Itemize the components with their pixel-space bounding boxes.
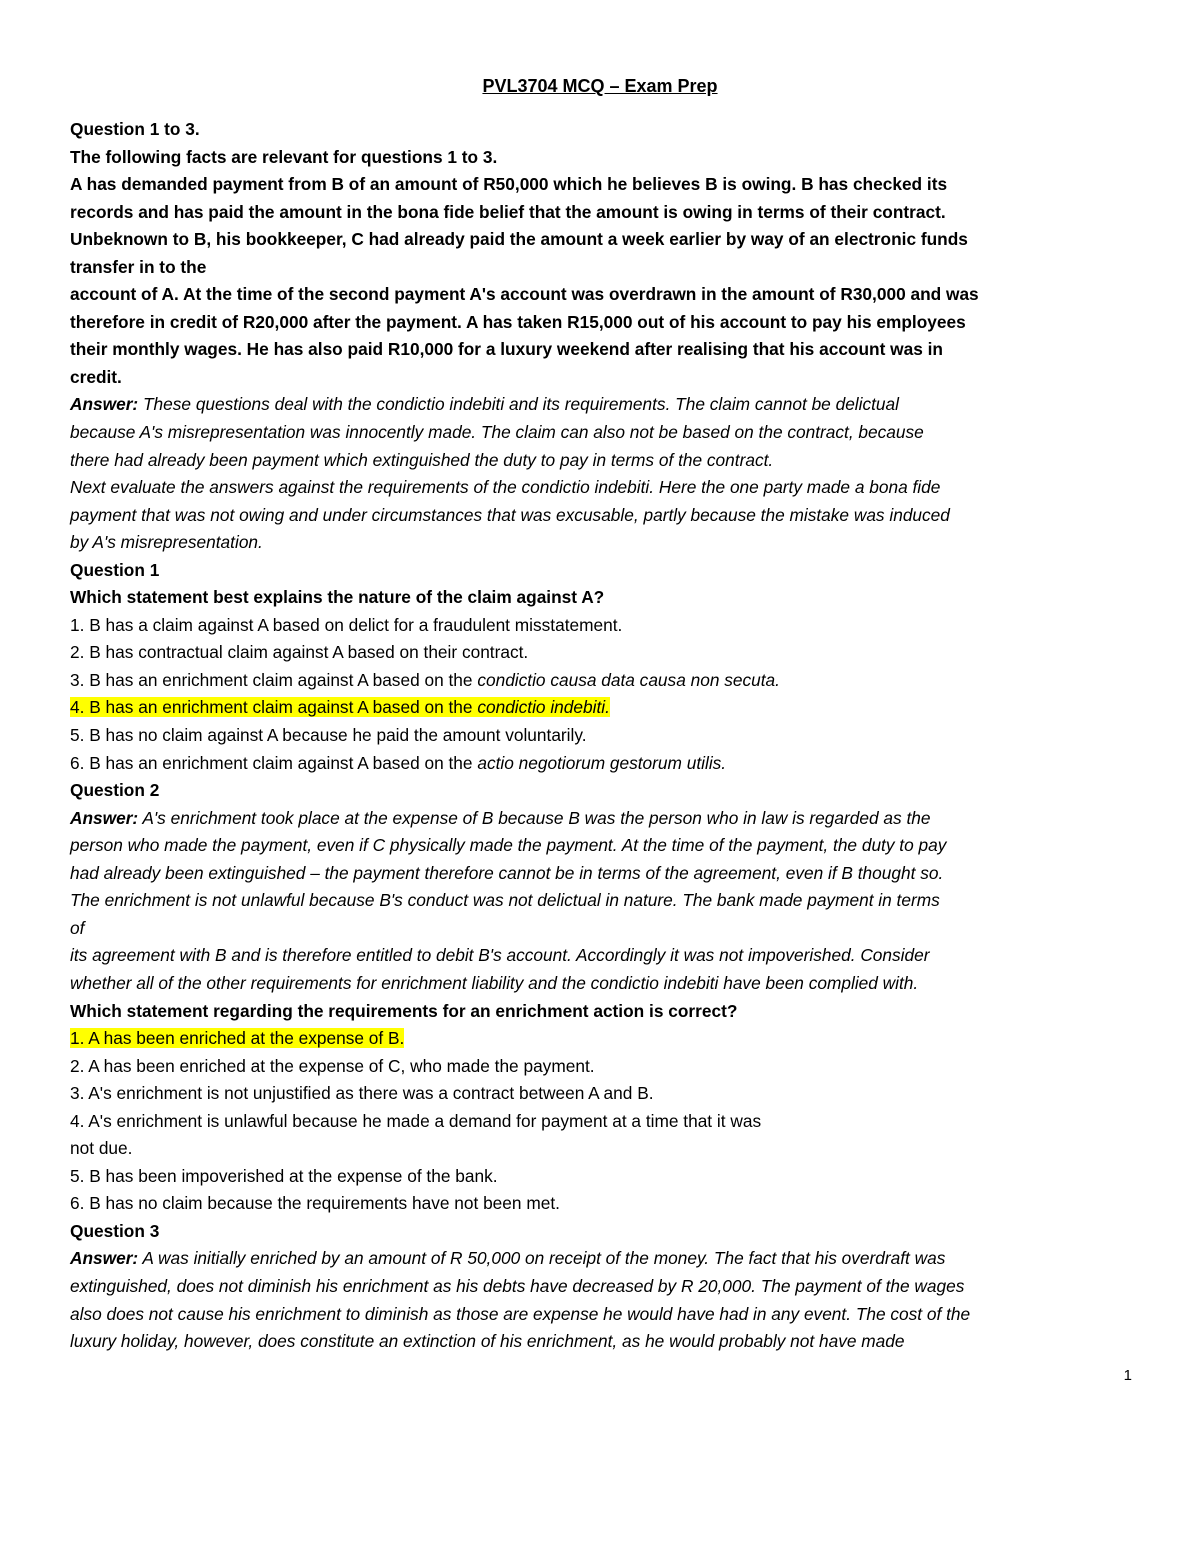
section-heading: Question 1 to 3. [70, 119, 200, 139]
answer-text: A's enrichment took place at the expense of B because B was the person who in law is regarded as the [138, 807, 931, 828]
answer-line [70, 1245, 1145, 1273]
facts-line: account of A. At the time of the second payment A's account was overdrawn in the amount of R30,000 and was [70, 284, 979, 305]
facts-line: records and has paid the amount in the bona fide belief that the amount is owing in terms of their contract. [70, 201, 946, 222]
q2-option-2: 2. A has been enriched at the expense of C, who made the payment. [70, 1055, 595, 1076]
question-1-prompt: Which statement best explains the nature of the claim against A? [70, 587, 605, 608]
facts-heading: The following facts are relevant for questions 1 to 3. [70, 146, 498, 167]
q1-option-5: 5. B has no claim against A because he paid the amount voluntarily. [70, 725, 587, 746]
answer-line: luxury holiday, however, does constitute an extinction of his enrichment, as he would probably not have made [70, 1331, 905, 1352]
q2-option-1 [70, 1025, 1145, 1053]
facts-line: transfer in to the [70, 256, 207, 277]
option-text: 6. B has an enrichment claim against A based on the [70, 752, 478, 773]
answer-line [70, 805, 1145, 833]
option-text: 3. B has an enrichment claim against A based on the [70, 669, 478, 690]
answer-line: of [70, 917, 85, 938]
answer-line: its agreement with B and is therefore entitled to debit B's account. Accordingly it was not impoverished. Consider [70, 945, 930, 966]
q1-option-3 [70, 667, 1145, 695]
answer-line: payment that was not owing and under circumstances that was excusable, partly because the mistake was induced [70, 504, 950, 525]
page-title: PVL3704 MCQ – Exam Prep [482, 76, 718, 96]
facts-line: credit. [70, 366, 122, 387]
facts-line: their monthly wages. He has also paid R10,000 for a luxury weekend after realising that his account was in [70, 339, 943, 360]
page-number: 1 [1123, 1367, 1132, 1384]
answer-line: The enrichment is not unlawful because B's conduct was not delictual in nature. The bank made payment in terms [70, 890, 940, 911]
answer-line: by A's misrepresentation. [70, 532, 263, 553]
question-2-heading: Question 2 [70, 780, 160, 801]
option-text: 4. B has an enrichment claim against A based on the [70, 697, 478, 718]
correct-answer-highlight [70, 697, 610, 717]
q1-option-2: 2. B has contractual claim against A based on their contract. [70, 642, 529, 663]
question-3-heading: Question 3 [70, 1220, 160, 1241]
answer-line: extinguished, does not diminish his enrichment as his debts have decreased by R 20,000. The payment of the wages [70, 1275, 965, 1296]
q1-option-1: 1. B has a claim against A based on delict for a fraudulent misstatement. [70, 614, 623, 635]
question-1-heading: Question 1 [70, 559, 160, 580]
question-2-prompt: Which statement regarding the requirements for an enrichment action is correct? [70, 1000, 738, 1021]
option-term: condictio indebiti. [477, 697, 610, 718]
answer-label: Answer: [70, 394, 139, 415]
q2-option-5: 5. B has been impoverished at the expense of the bank. [70, 1165, 498, 1186]
facts-line: Unbeknown to B, his bookkeeper, C had already paid the amount a week earlier by way of an electronic funds [70, 229, 968, 250]
facts-line: therefore in credit of R20,000 after the payment. A has taken R15,000 out of his account to pay his employees [70, 311, 966, 332]
q2-option-4: 4. A's enrichment is unlawful because he made a demand for payment at a time that it was [70, 1110, 762, 1131]
answer-line: person who made the payment, even if C physically made the payment. At the time of the payment, the duty to pay [70, 835, 947, 856]
answer-text: These questions deal with the condictio indebiti and its requirements. The claim cannot be delictual [138, 394, 899, 415]
answer-line: Next evaluate the answers against the requirements of the condictio indebiti. Here the one party made a bona fide [70, 477, 941, 498]
q1-option-4 [70, 694, 1145, 722]
answer-line: because A's misrepresentation was innocently made. The claim can also not be based on the contract, because [70, 422, 924, 443]
correct-answer-highlight: 1. A has been enriched at the expense of B. [70, 1028, 405, 1049]
q2-option-4-cont: not due. [70, 1138, 133, 1159]
facts-line: A has demanded payment from B of an amount of R50,000 which he believes B is owing. B has checked its [70, 174, 948, 195]
answer-text: A was initially enriched by an amount of R 50,000 on receipt of the money. The fact that his overdraft was [138, 1248, 946, 1269]
answer-line: whether all of the other requirements for enrichment liability and the condictio indebiti have been complied with. [70, 972, 919, 993]
document-body [70, 116, 1145, 1356]
q1-option-6 [70, 750, 1145, 778]
answer-label: Answer: [70, 807, 139, 828]
answer-line: had already been extinguished – the payment therefore cannot be in terms of the agreement, even if B thought so. [70, 862, 944, 883]
answer-label: Answer: [70, 1248, 139, 1269]
answer-line: there had already been payment which extinguished the duty to pay in terms of the contract. [70, 449, 774, 470]
option-term: actio negotiorum gestorum utilis. [477, 752, 727, 773]
q2-option-6: 6. B has no claim because the requirements have not been met. [70, 1193, 560, 1214]
answer-line: also does not cause his enrichment to diminish as those are expense he would have had in any event. The cost of the [70, 1303, 971, 1324]
q2-option-3: 3. A's enrichment is not unjustified as there was a contract between A and B. [70, 1083, 654, 1104]
option-term: condictio causa data causa non secuta. [477, 669, 780, 690]
answer-line [70, 391, 1145, 419]
